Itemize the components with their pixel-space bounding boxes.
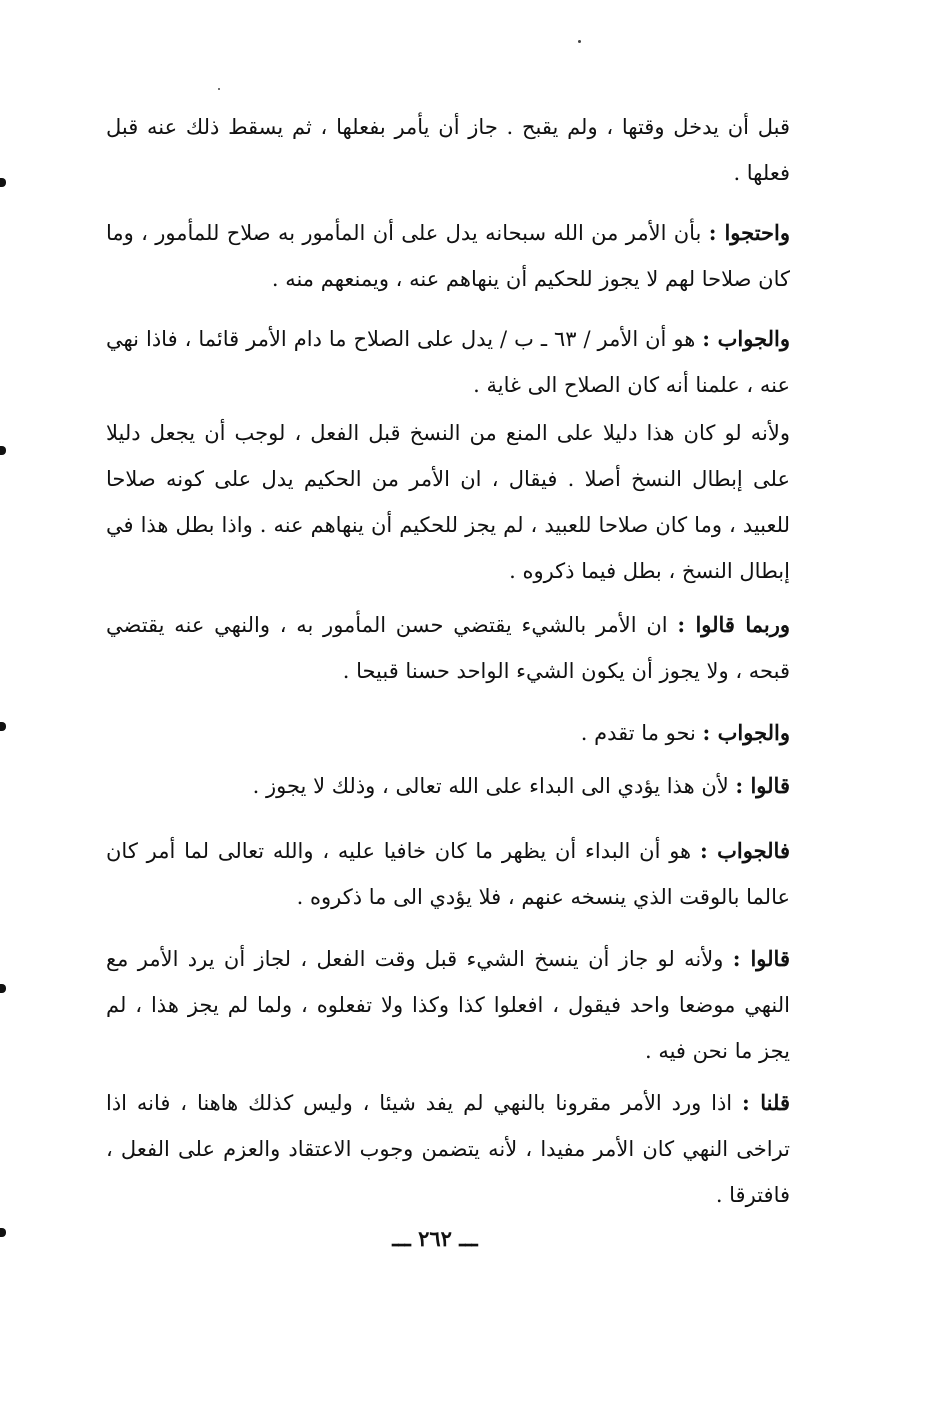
binding-edge-mark [0,722,6,731]
paragraph-answer [106,710,790,756]
paragraph-text: قبل أن يدخل وقتها ، ولم يقبح . جاز أن يأمر بفعلها ، ثم يسقط ذلك عنه قبل فعلها . [106,115,790,185]
paper-speck [218,88,220,90]
binding-edge-mark [0,984,6,993]
paragraph-objection [106,602,790,694]
paragraph-text: بأن الأمر من الله سبحانه يدل على أن المأمور به صلاح للمأمور ، وما كان صلاحا لهم لا يجوز للحكيم أن ينهاهم عنه ، ويمنعهم منه . [106,221,790,291]
paragraph-objection [106,210,790,302]
paragraph-answer [106,828,790,920]
paragraph-reply [106,1080,790,1218]
paragraph-text: نحو ما تقدم . [580,721,703,745]
binding-edge-mark [0,1228,6,1237]
paragraph [106,828,790,920]
paragraph [106,936,790,1074]
paragraph-answer [106,316,790,408]
paragraph [106,1080,790,1218]
binding-edge-mark [0,178,6,187]
paragraph-lead: قالوا : [732,946,790,971]
paper-speck [578,40,581,43]
paragraph-text: لأن هذا يؤدي الى البداء على الله تعالى ، وذلك لا يجوز . [252,774,736,798]
paragraph [106,710,790,756]
paragraph [106,210,790,302]
paragraph-lead: قالوا : [735,773,790,798]
paragraph-argument [106,410,790,594]
paragraph-lead: والجواب : [702,326,791,351]
paragraph-lead: وربما قالوا : [677,612,790,637]
paragraph-text: ولأنه لو جاز أن ينسخ الشيء قبل وقت الفعل ، لجاز أن يرد الأمر مع النهي موضعا واحد فيقول ، افعلوا كذا وكذا ولا تفعلوه ، ولما لم يجز هذا ، لم يجز ما نحن فيه . [106,947,790,1063]
paragraph-lead: قلنا : [742,1090,790,1115]
paragraph-text: هو أن البداء أن يظهر ما كان خافيا عليه ، والله تعالى لما أمر كان عالما بالوقت الذي ينسخه عنهم ، فلا يؤدي الى ما ذكروه . [106,839,790,909]
paragraph [106,763,790,809]
paragraph-text: ولأنه لو كان هذا دليلا على المنع من النسخ قبل الفعل ، لوجب أن يجعل دليلا على إبطال النسخ أصلا . فيقال ، ان الأمر من الحكيم يدل على كونه صلاحا للعبيد ، وما كان صلاحا للعبيد ، لم يجز للحكيم أن ينهاهم عنه . واذا بطل هذا في إبطال النسخ ، بطل فيما ذكروه . [106,421,790,583]
paragraph-text: ان الأمر بالشيء يقتضي حسن المأمور به ، والنهي عنه يقتضي قبحه ، ولا يجوز أن يكون الشيء الواحد حسنا قبيحا . [106,613,790,683]
paragraph-lead: واحتجوا : [708,220,790,245]
paragraph-lead: والجواب : [702,720,790,745]
page-number: ـــ ٢٦٢ ـــ [392,1226,478,1251]
paragraph-continuation [106,104,790,196]
paragraph [106,602,790,694]
paragraph [106,316,790,408]
binding-edge-mark [0,446,6,455]
paragraph [106,104,790,196]
paragraph-objection [106,936,790,1074]
paragraph-text: اذا ورد الأمر مقرونا بالنهي لم يفد شيئا ، وليس كذلك هاهنا ، فانه اذا تراخى النهي كان الأمر مفيدا ، لأنه يتضمن وجوب الاعتقاد والعزم على الفعل ، فافترقا . [106,1091,790,1207]
paragraph-text: هو أن الأمر / ٦٣ ـ ب / يدل على الصلاح ما دام الأمر قائما ، فاذا نهي عنه ، علمنا أنه كان الصلاح الى غاية . [106,327,790,397]
paragraph-objection [106,763,790,809]
paragraph [106,410,790,594]
paragraph-lead: فالجواب : [699,838,790,863]
